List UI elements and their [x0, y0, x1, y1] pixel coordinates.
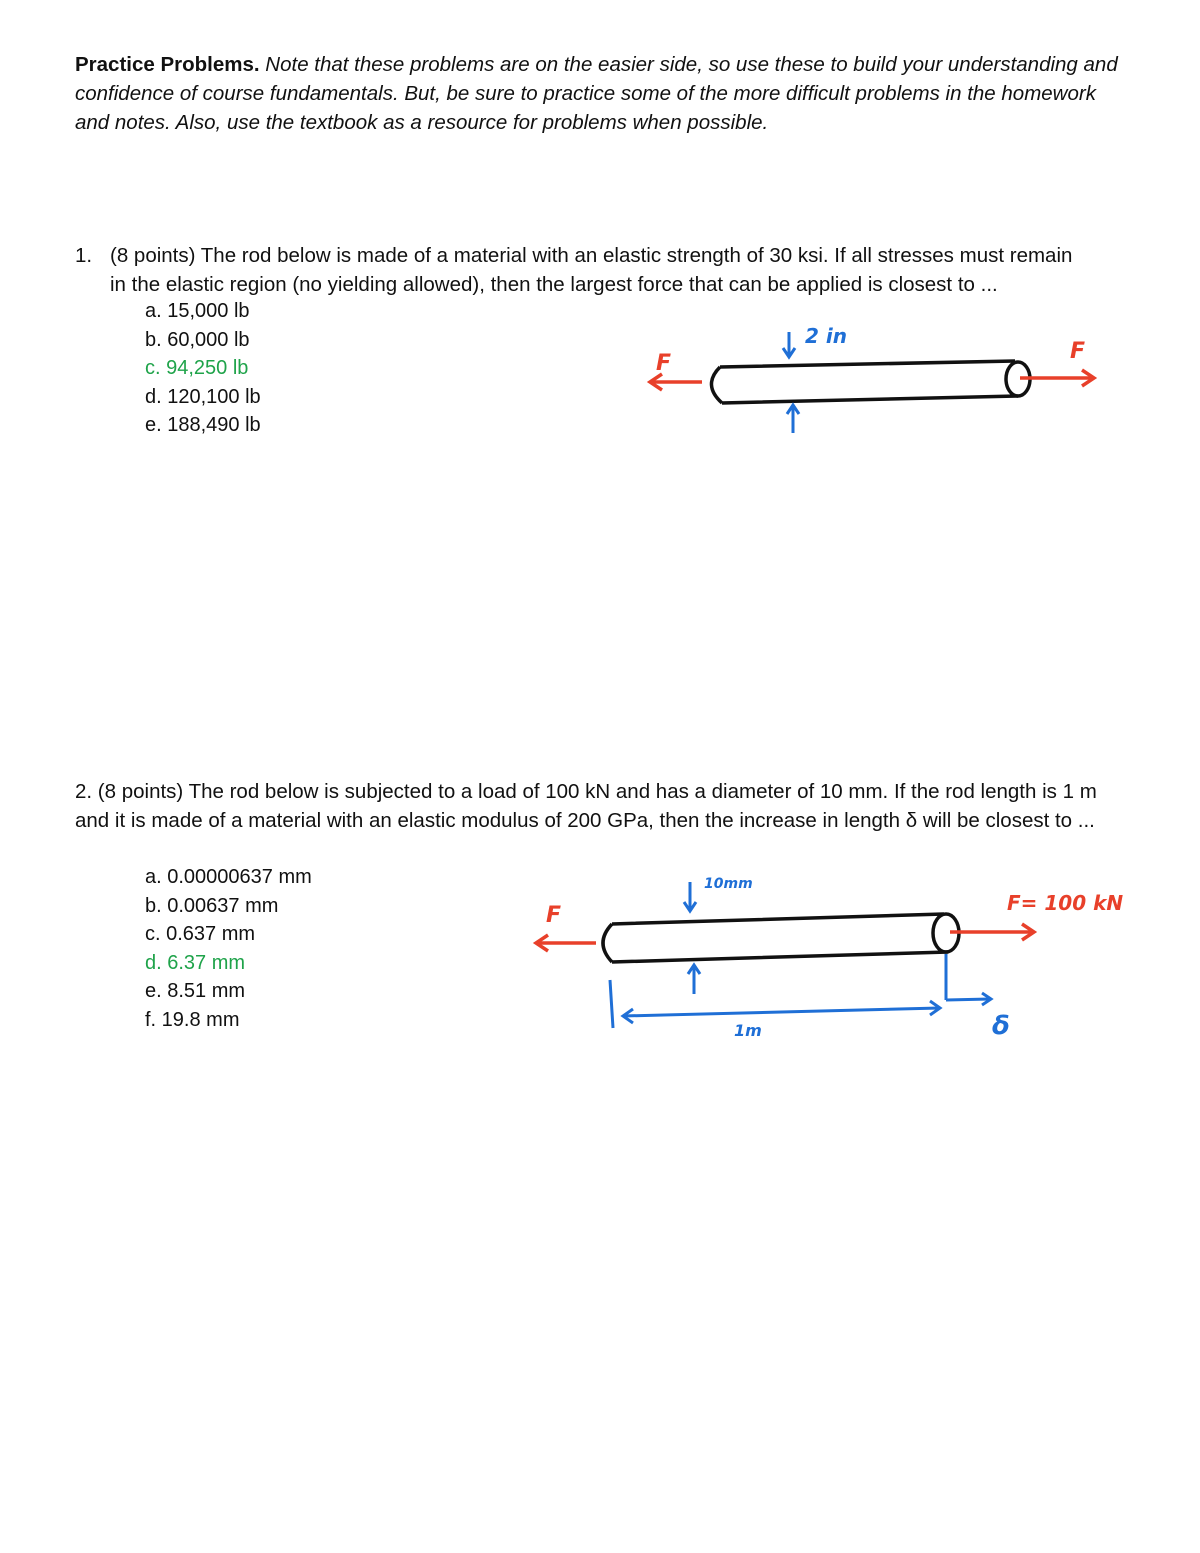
right-force-label: F	[1070, 339, 1086, 364]
length-dimension	[610, 954, 946, 1028]
left-force-arrow-2	[536, 935, 596, 951]
question-2-choices	[145, 863, 312, 1034]
diameter-label: 2 in	[805, 324, 847, 348]
question-1-stem	[75, 242, 1155, 299]
left-force-arrow	[650, 374, 702, 390]
question-2-choice-e: e. 8.51 mm	[145, 980, 246, 1002]
question-1-stem-line2: in the elastic region (no yielding allowed), then the largest force that can be applied is closest to ...	[110, 272, 998, 296]
question-2-choice-a: a. 0.00000637 mm	[145, 866, 312, 888]
question-1-choice-a: a. 15,000 lb	[145, 300, 250, 322]
diameter-bottom-arrow-2	[688, 965, 700, 994]
question-2-stem: 2. (8 points) The rod below is subjected to a load of 100 kN and has a diameter of 10 mm. If the rod length is 1 m and it is made of a material with an elastic modulus of 200 GPa, then the increase in length δ will be closest to ...	[75, 780, 1097, 832]
diameter-top-arrow-2	[684, 882, 696, 911]
rod-2-right-end	[933, 914, 959, 952]
rod-1-right-end	[1006, 362, 1030, 396]
question-1-choice-b: b. 60,000 lb	[145, 328, 250, 351]
question-2-choice-b: b. 0.00637 mm	[145, 894, 279, 917]
question-2-choice-d-correct: d. 6.37 mm	[145, 951, 246, 974]
diameter-bottom-arrow	[787, 405, 799, 433]
question-2-choice-c: c. 0.637 mm	[145, 923, 256, 945]
rod-1-left-end	[711, 367, 722, 403]
rod-1-body	[720, 361, 1018, 403]
left-force-label-2: F	[546, 903, 562, 928]
intro-title: Practice Problems.	[75, 53, 260, 76]
question-2-choice-f: f. 19.8 mm	[145, 1008, 240, 1031]
delta-label: δ	[992, 1011, 1010, 1041]
right-force-arrow	[1020, 370, 1094, 386]
question-1-number: 1.	[75, 244, 93, 267]
diameter-label-2: 10mm	[704, 876, 753, 892]
rod-2-body	[612, 914, 948, 962]
diameter-top-arrow	[783, 332, 795, 357]
delta-arrow	[946, 993, 991, 1005]
right-force-arrow-2	[950, 924, 1034, 940]
length-label: 1m	[734, 1021, 762, 1040]
question-1-stem-line1: (8 points) The rod below is made of a material with an elastic strength of 30 ksi. If all stresses must remain	[110, 244, 1073, 267]
question-1-choice-c-correct: c. 94,250 lb	[145, 357, 249, 379]
intro-note: Note that these problems are on the easier side, so use these to build your understanding and confidence of course fundamentals. But, be sure to practice some of the more difficult problems in the homework and notes. Also, use the textbook as a resource for problems when possible.	[75, 53, 1118, 134]
question-1-choices	[145, 297, 261, 440]
question-1-choice-e: e. 188,490 lb	[145, 414, 261, 436]
intro-paragraph	[75, 50, 1135, 137]
left-force-label: F	[656, 351, 672, 376]
rod-2-left-end	[603, 924, 612, 962]
question-1-choice-d: d. 120,100 lb	[145, 385, 261, 408]
right-force-label-2: F= 100 kN	[1007, 891, 1124, 915]
